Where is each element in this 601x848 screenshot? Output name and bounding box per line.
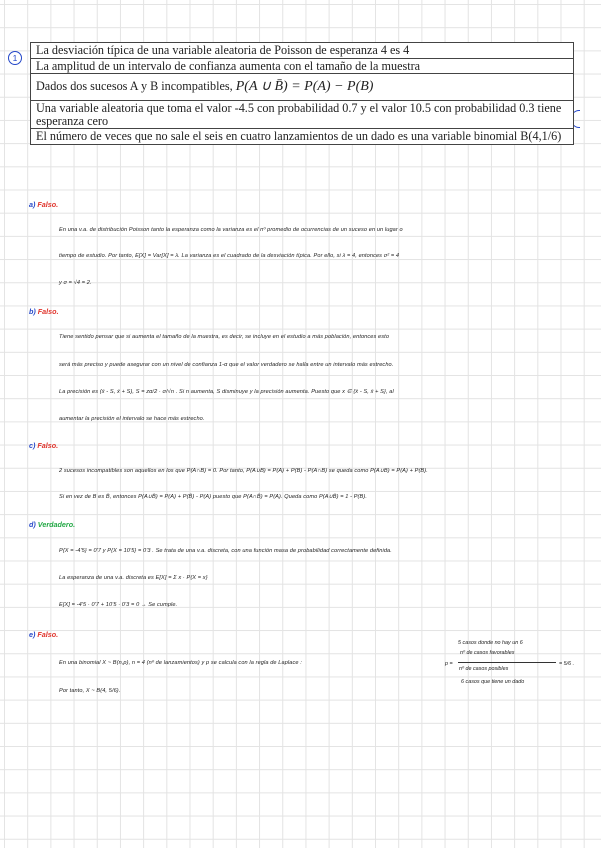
answer-b-line-2: será más preciso y puede asegurar con un nivel de confianza 1-α que el valor verdadero se halla entre un intervalo más estrecho. <box>59 362 394 368</box>
laplace-denominator: nº de casos posibles <box>459 666 509 672</box>
answer-d-line-3: E[X] = -4'5 · 0'7 + 10'5 · 0'3 = 0 → Se cumple. <box>59 602 178 608</box>
question-number-circle: 1 <box>8 51 22 65</box>
statements-table <box>30 42 574 145</box>
answer-e-heading: e) Falso. <box>29 630 59 639</box>
answer-d-line-1: P{X = -4'5} = 0'7 y P{X = 10'5} = 0'3 . Se trata de una v.a. discreta, con una función masa de probabilidad correctamente definida. <box>59 548 392 554</box>
verdict-d: Verdadero. <box>37 520 76 529</box>
statement-b: La amplitud de un intervalo de confianza aumenta con el tamaño de la muestra <box>31 58 574 74</box>
laplace-note-top: 5 casos donde no hay un 6 <box>458 640 523 646</box>
verdict-e: Falso. <box>37 630 59 639</box>
verdict-a: Falso. <box>37 200 59 209</box>
statement-e: El número de veces que no sale el seis en cuatro lanzamientos de un dado es una variable binomial B(4,1/6) <box>31 129 574 145</box>
statement-d: Una variable aleatoria que toma el valor -4.5 con probabilidad 0.7 y el valor 10.5 con probabilidad 0.3 tiene esperanza cero <box>31 101 574 129</box>
answer-c-heading: c) Falso. <box>29 441 59 450</box>
answer-d-heading: d) Verdadero. <box>29 520 76 529</box>
answer-a-line-3: y σ = √4 = 2. <box>59 280 92 286</box>
laplace-result: = 5/6 . <box>559 661 575 667</box>
answer-e-line-1: En una binomial X ~ B(n,p), n = 4 (nº de lanzamientos) y p se calcula con la regla de Laplace : <box>59 660 302 666</box>
laplace-numerator: nº de casos favorables <box>460 650 515 656</box>
answer-a-heading: a) Falso. <box>29 200 59 209</box>
answer-a-line-2: tiempo de estudio. Por tanto, E[X] = Var[X] = λ. La varianza es el cuadrado de la desviación típica. Por ello, si λ = 4, entonces σ² = 4 <box>59 253 400 259</box>
statement-c-formula: P(A ∪ B̄) = P(A) − P(B) <box>235 79 374 95</box>
answer-a-line-1: En una v.a. de distribución Poisson tanto la esperanza como la varianza es el nº promedio de ocurrencias de un suceso en un lugar o <box>59 227 403 233</box>
answer-b-heading: b) Falso. <box>29 307 59 316</box>
statement-a: La desviación típica de una variable aleatoria de Poisson de esperanza 4 es 4 <box>31 43 574 59</box>
laplace-fraction-bar <box>458 662 556 663</box>
answer-c-line-1: 2 sucesos incompatibles son aquellos en los que P(A∩B) = 0. Por tanto, P(A∪B) = P(A) + P(B) - P(A∩B) se queda como P(A∪B) = P(A) + P(B). <box>59 468 428 474</box>
answer-b-line-3: La precisión es (x̄ - S, x̄ + S), S = zα/2 · σ/√n . Si n aumenta, S disminuye y la precisión aumenta. Puesto que x ∈ {x̄ - S, x̄ + S}, al <box>59 389 394 395</box>
statement-c <box>31 74 574 101</box>
answer-b-line-4: aumentar la precisión el intervalo se hace más estrecho. <box>59 416 205 422</box>
laplace-note-bottom: 6 casos que tiene un dado <box>461 679 525 685</box>
verdict-c: Falso. <box>37 441 59 450</box>
answer-b-line-1: Tiene sentido pensar que si aumenta el tamaño de la muestra, es decir, se incluye en el estudio a más población, entonces esto <box>59 334 390 340</box>
answer-d-line-2: La esperanza de una v.a. discreta es E[X] = Σ x · P{X = x} <box>59 575 208 581</box>
answer-e-line-2: Por tanto, X ~ B(4, 5/6). <box>59 688 121 694</box>
laplace-p-prefix: p = <box>445 661 453 667</box>
answer-c-line-2: Si en vez de B es B̄, entonces P(A∪B̄) = P(A) + P(B̄) - P(A) puesto que P(A∩B̄) = P(A). Queda como P(A∪B̄) = 1 - P(B). <box>59 494 367 500</box>
verdict-b: Falso. <box>37 307 59 316</box>
statement-c-text: Dados dos sucesos A y B incompatibles, <box>36 79 236 94</box>
